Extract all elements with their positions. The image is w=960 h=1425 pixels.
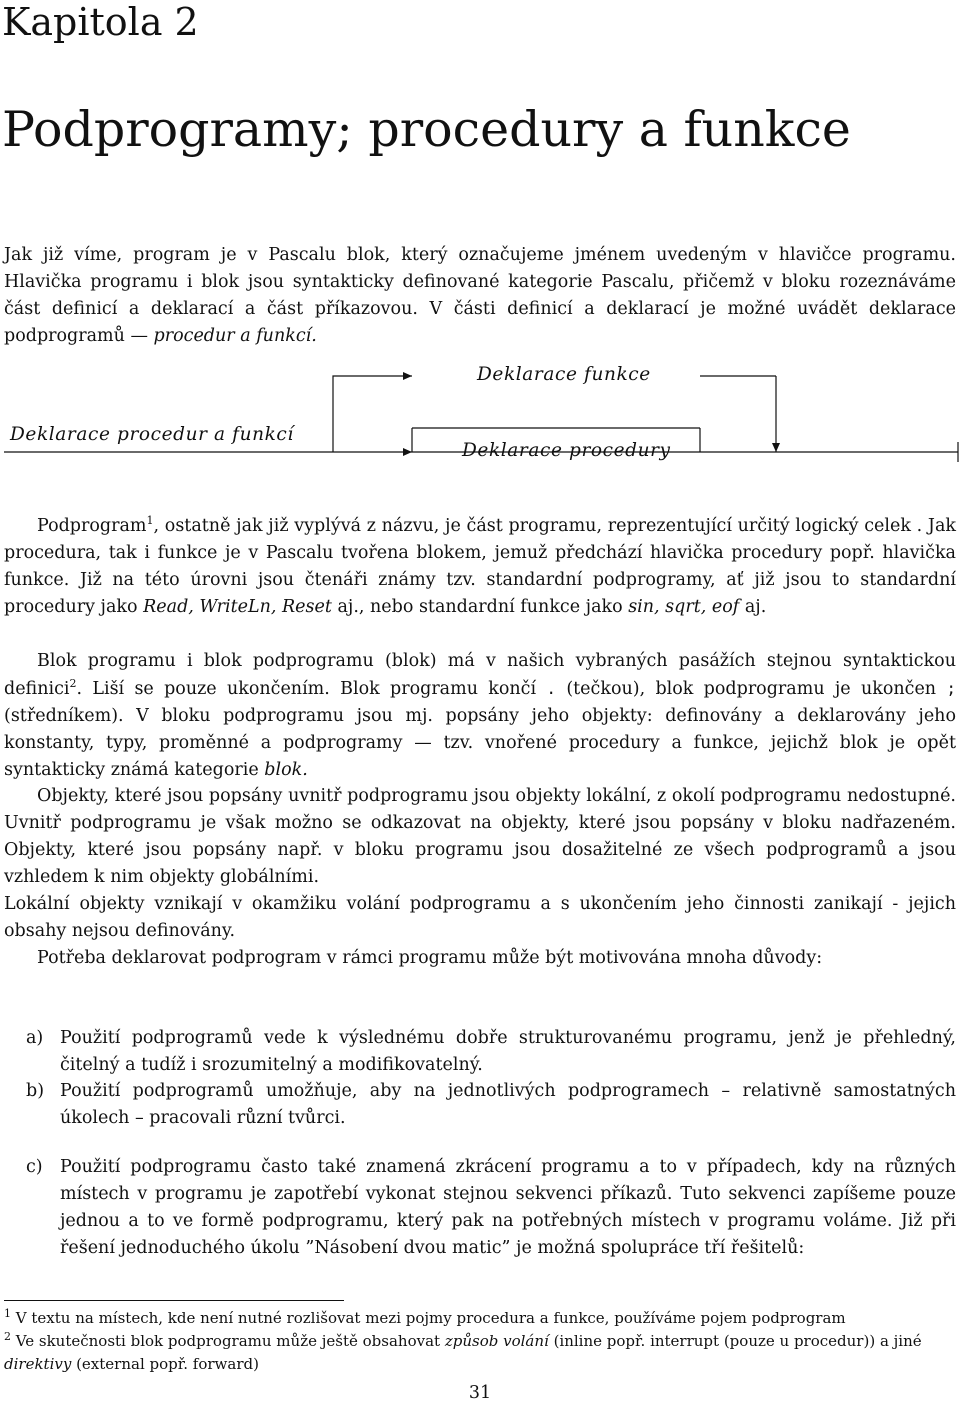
footnote-mark-1: 1 [4,1307,11,1320]
p1-text-c: aj., nebo standardní funkce jako [331,597,629,617]
list-item-a [4,1025,956,1085]
list-marker: a) [26,1028,44,1048]
list-item-text: Použití podprogramů vede k výslednému dobře strukturovanému programu, jenž je přehledný, čitelný a tudíž i srozumitelný a modifikovatelný. [60,1028,956,1075]
footnote-2 [4,1330,956,1376]
label-procedure-declaration: Deklarace procedury [462,440,671,461]
intro-text: Jak již víme, program je v Pascalu blok, který označujeme jménem uvedeným v hlavičce programu. Hlavička programu i blok jsou syntakticky definované kategorie Pascalu, přičemž v bloku rozeznáváme část definicí a deklarací a část příkazovou. V části definicí a deklarací je možné uvádět deklarace podprogramů — [4,245,956,346]
footnote-1 [4,1307,956,1330]
footnote-2-text-b: (inline popř. interrupt (pouze u procedur)) a jiné [548,1332,922,1350]
p1-text-a: Podprogram [37,516,147,536]
list-item-text: Použití podprogramu často také znamená zkrácení programu a to v případech, kdy na různých místech v programu je zapotřebí vykonat stejnou sekvenci příkazů. Tuto sekvenci zapíšeme pouze jednou a to ve formě podprogramu, který pak na potřebných místech v programu voláme. Již při řešení jednoduchého úkolu ”Násobení dvou matic” je možná spolupráce tří řešitelů: [60,1157,956,1258]
footnote-1-text: V textu na místech, kde není nutné rozlišovat mezi pojmy procedura a funkce, používáme pojem podprogram [15,1309,846,1327]
p2-text-b: . Liší se pouze ukončením. Blok programu končí [76,679,547,699]
list-item-b [4,1078,956,1138]
footnote-2-italic-1: způsob volání [444,1332,549,1350]
paragraph-5: Potřeba deklarovat podprogram v rámci programu může být motivována mnoha důvody: [37,948,823,968]
label-function-declaration: Deklarace funkce [477,364,651,385]
p2-text-a: Blok programu i blok podprogramu (blok) má v našich vybraných pasážích stejnou syntaktickou definici [4,651,956,699]
intro-italic: procedur a funkcí. [153,326,317,346]
footnote-2-text-a: Ve skutečnosti blok podprogramu může ještě obsahovat [15,1332,445,1350]
intro-paragraph [4,242,956,350]
footnote-separator [4,1300,344,1301]
page-number: 31 [468,1383,492,1403]
p1-italic-functions: sin, sqrt, eof [628,597,740,617]
label-procedures-functions: Deklarace procedur a funkcí [10,424,294,445]
chapter-label: Kapitola 2 [2,0,199,44]
p1-text-b: , ostatně jak již vyplývá z názvu, je část programu, reprezentující určitý logický celek . Jak procedura, tak i funkce je v Pascalu tvořena blokem, jemuž předchází hlavička procedury popř. hlavička funkce. Již na této úrovni jsou čtenáři známy tzv. standardní podprogramy, ať již jsou to standardní procedury jako [4,516,956,617]
p2-dot-symbol: . [546,679,557,698]
p2-text-d: (středníkem). V bloku podprogramu jsou mj. popsány jeho objekty: definovány a deklarovány jeho konstanty, typy, proměnné a podprogramy — tzv. vnořené procedury a funkce, jejichž blok je opět syntakticky známá kategorie [4,706,956,780]
arrow-function [403,372,412,380]
p2-text-c: (tečkou), blok podprogramu je ukončen [556,679,947,699]
list-item-c [4,1154,956,1294]
footnote-2-text-c: (external popř. forward) [71,1355,259,1373]
paragraph-1 [4,513,956,621]
paragraph-3: Objekty, které jsou popsány uvnitř podprogramu jsou objekty lokální, z okolí podprogramu nedostupné. Uvnitř podprogramu je však možno se odkazovat na objekty, které jsou popsány v bloku nadřazeném. Objekty, které jsou popsány např. v bloku programu jsou dosažitelné ze všech podprogramů a jsou vzhledem k nim objekty globálními. [4,786,956,887]
arrow-merge [772,443,780,452]
p2-semicolon-symbol: ; [946,679,957,698]
paragraph-4: Lokální objekty vznikají v okamžiku volání podprogramu a s ukončením jeho činnosti zanikají - jejich obsahy nejsou definovány. [4,894,956,941]
list-marker: c) [26,1157,43,1177]
footnote-ref-1: 1 [146,514,154,528]
branch-to-function [333,376,412,452]
arrow-procedure [403,448,412,456]
paragraph-2 [4,648,956,784]
footnote-ref-2: 2 [69,677,77,691]
p1-italic-procedures: Read, WriteLn, Reset [143,597,332,617]
footnote-2-italic-2: direktivy [4,1355,72,1373]
chapter-title: Podprogramy; procedury a funkce [2,101,851,158]
list-item-text: Použití podprogramů umožňuje, aby na jednotlivých podprogramech – relativně samostatných úkolech – pracovali různí tvůrci. [60,1081,956,1128]
footnote-mark-2: 2 [4,1330,11,1343]
p1-text-d: aj. [739,597,767,617]
list-marker: b) [26,1081,45,1101]
p2-italic-block: blok. [264,760,308,780]
syntax-diagram [0,356,960,486]
